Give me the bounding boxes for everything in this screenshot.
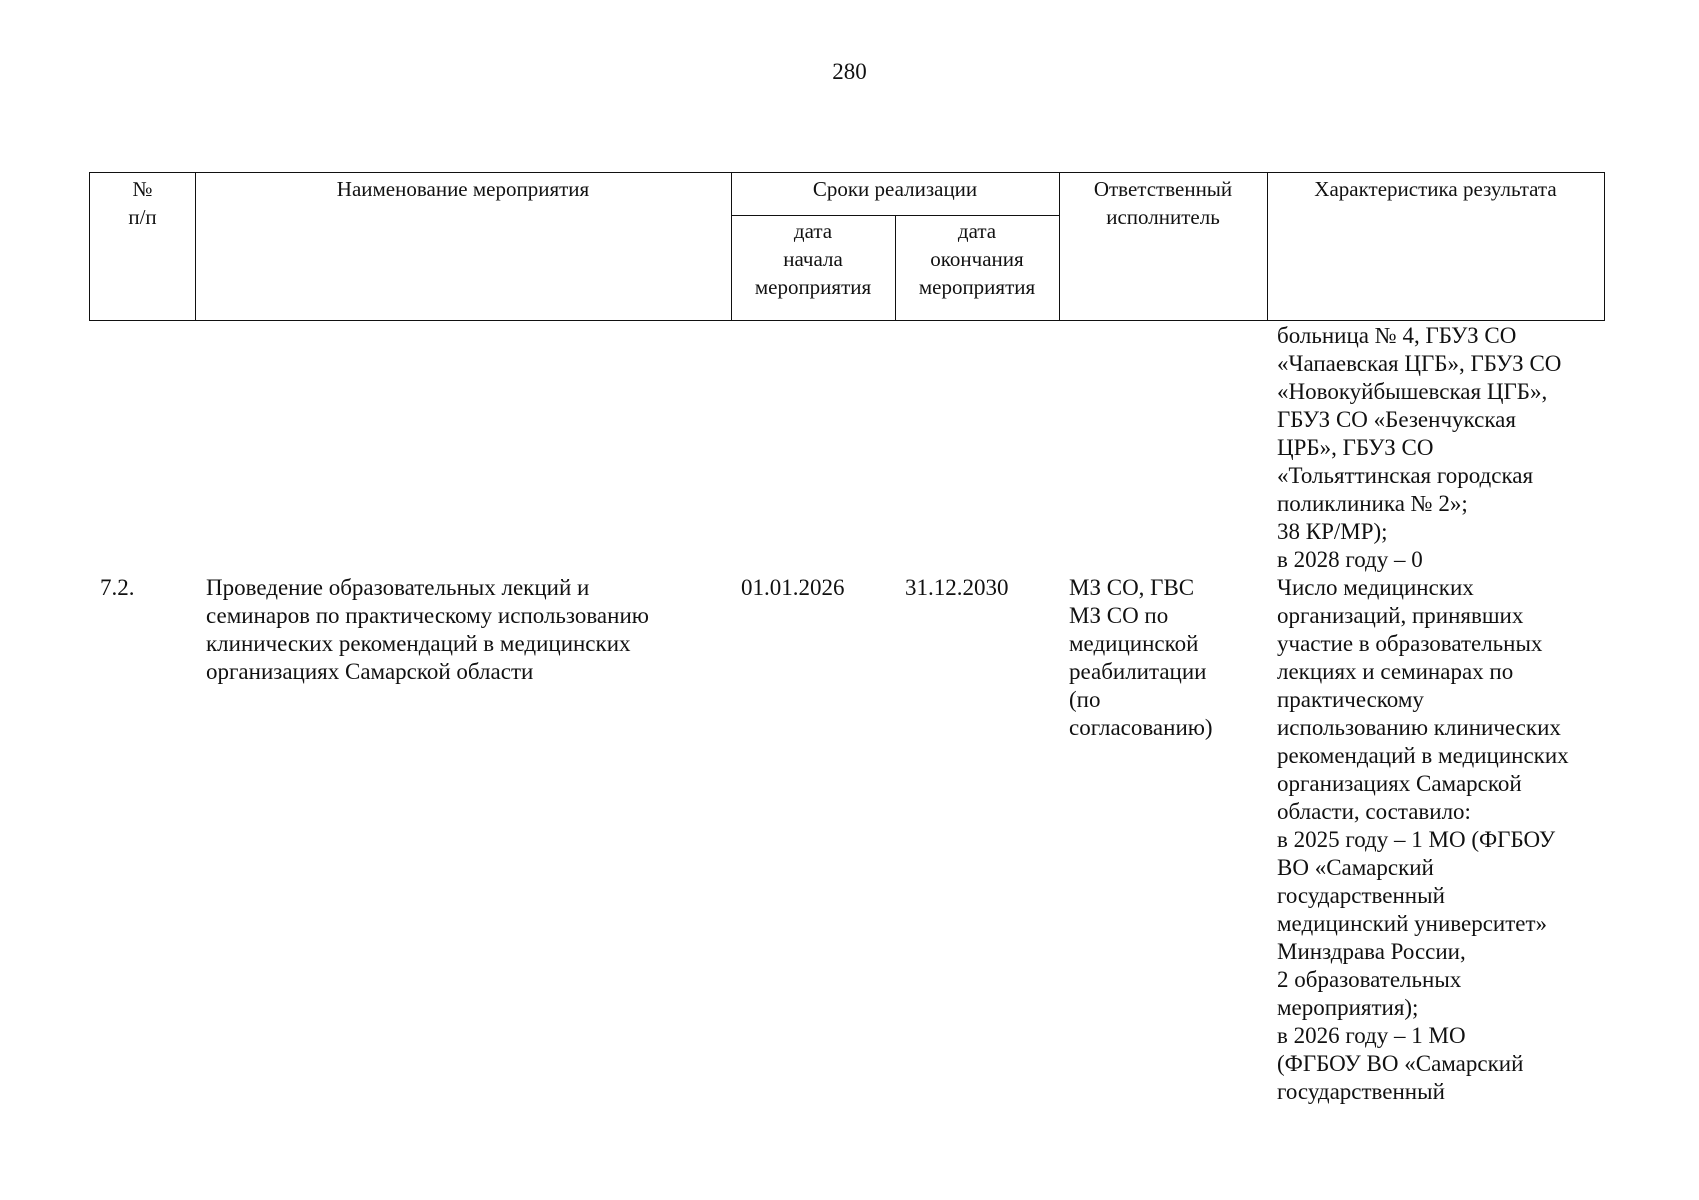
page-number: 280 bbox=[832, 59, 867, 84]
row-number: 7.2. bbox=[100, 575, 135, 600]
row-result: Число медицинских организаций, принявших участие в образовательных лекциях и семинарах по практическому использованию клинических рекомендаций в медицинских организациях Самарской области, составило: в 2025 году – 1 МО (ФГБОУ ВО «Самарский государственный медицинский университет» Минздрава России, 2 образовательных мероприятия); в 2026 году – 1 МО (ФГБОУ ВО «Самарский государственный bbox=[1277, 575, 1569, 1104]
header-period: Сроки реализации bbox=[812, 177, 978, 201]
row-end-date: 31.12.2030 bbox=[905, 575, 1009, 600]
header-executor: Ответственный исполнитель bbox=[1093, 177, 1233, 229]
row-start-date: 01.01.2026 bbox=[741, 575, 845, 600]
table-header bbox=[89, 172, 1605, 321]
header-activity-name: Наименование мероприятия bbox=[336, 177, 590, 201]
result-continuation: больница № 4, ГБУЗ СО «Чапаевская ЦГБ», ГБУЗ СО «Новокуйбышевская ЦГБ», ГБУЗ СО «Безенчукская ЦРБ», ГБУЗ СО «Тольяттинская городская поликлиника № 2»; 38 КР/МР); в 2028 году – 0 bbox=[1277, 323, 1562, 572]
header-number: № п/п bbox=[128, 177, 157, 229]
row-executor: МЗ СО, ГВС МЗ СО по медицинской реабилитации (по согласованию) bbox=[1069, 575, 1213, 740]
header-result: Характеристика результата bbox=[1314, 177, 1557, 201]
row-activity-name: Проведение образовательных лекций и семинаров по практическому использованию клинических рекомендаций в медицинских организациях Самарской области bbox=[206, 575, 649, 684]
header-start-date: дата начала мероприятия bbox=[754, 219, 872, 299]
header-end-date: дата окончания мероприятия bbox=[918, 219, 1036, 299]
